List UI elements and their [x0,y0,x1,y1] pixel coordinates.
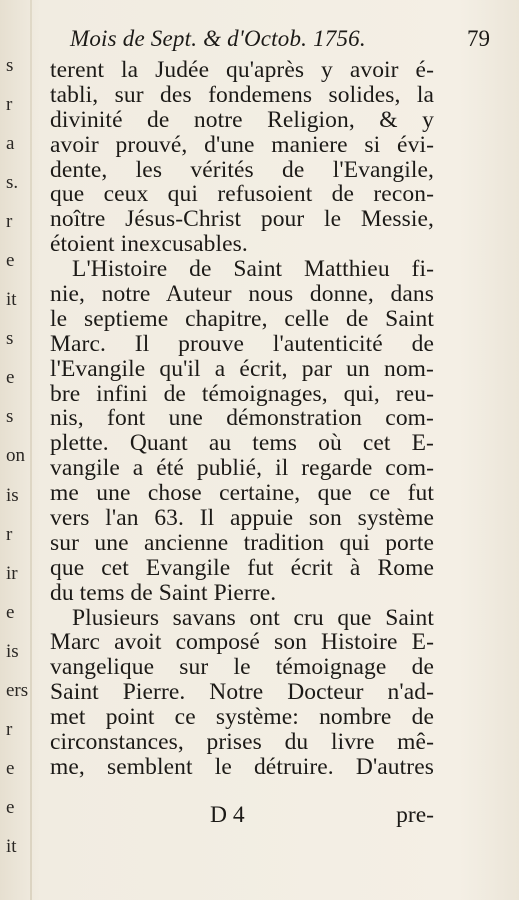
text-line: nie, notre Auteur nous donne, dans [50,281,434,308]
margin-bleed-char: e [6,758,15,779]
margin-bleed-char: ers [6,680,29,701]
text-line: nis, font une démonstration com- [50,405,434,432]
catchword: pre- [396,802,434,828]
margin-bleed-char: it [6,289,17,310]
text-line: me une chose certaine, que ce fut [50,480,434,507]
signature-mark: D 4 [210,802,245,828]
text-line: bre infini de témoignages, qui, reu- [50,380,434,407]
text-line: dente, les vérités de l'Evangile, [50,156,434,183]
margin-bleed-char: r [6,719,13,740]
margin-bleed-char: r [6,94,13,115]
text-line: terent la Judée qu'après y avoir é- [50,57,434,83]
text-line: que ceux qui refusoient de recon- [50,181,434,208]
text-line: Saint Pierre. Notre Docteur n'ad- [50,679,434,706]
text-line: sur une ancienne tradition qui porte [50,529,434,556]
margin-bleed-char: s [6,328,14,349]
margin-bleed-char: s. [6,172,19,193]
margin-bleed-char: it [6,836,17,857]
page-header [70,26,490,56]
text-line: me, semblent le détruire. D'autres [50,753,434,780]
margin-bleed-char: e [6,797,15,818]
text-line: Marc avoit composé son Histoire E- [50,629,434,656]
paragraph [50,58,434,257]
text-line: Marc. Il prouve l'autenticité de [50,330,434,357]
text-line: du tems de Saint Pierre. [50,579,277,606]
text-line: met point ce système: nombre de [50,704,434,731]
text-line: tabli, sur des fondemens solides, la [50,81,434,108]
page-number: 79 [467,26,490,51]
margin-bleed-char: r [6,211,13,232]
text-line: vers l'an 63. Il appuie son système [50,505,434,532]
running-title: Mois de Sept. & d'Octob. 1756. [70,26,366,51]
margin-bleed-char: is [6,641,19,662]
margin-bleed-char: r [6,524,13,545]
text-line: plette. Quant au tems où cet E- [50,430,434,457]
text-line: que cet Evangile fut écrit à Rome [50,554,434,581]
page-footer [50,802,434,832]
text-line: noître Jésus-Christ pour le Messie, [50,206,434,233]
text-line: vangile a été publié, il regarde com- [50,455,434,482]
margin-bleed-char: is [6,485,19,506]
paragraph [50,257,434,605]
text-line: circonstances, prises du livre mê- [50,729,434,756]
margin-bleed-char: a [6,133,15,154]
text-line: avoir prouvé, d'une maniere si évi- [50,131,434,158]
margin-bleed-char: s [6,406,14,427]
paragraph [50,606,434,780]
gutter-shadow [30,0,32,900]
text-line: Plusieurs savans ont cru que Saint [72,604,434,631]
margin-bleed-char: e [6,367,15,388]
facing-page-bleed [0,50,28,870]
margin-bleed-char: on [6,445,25,466]
margin-bleed-char: ir [6,563,18,584]
text-line: l'Evangile qu'il a écrit, par un nom- [50,355,434,382]
text-line: étoient inexcusables. [50,231,248,258]
text-line: L'Histoire de Saint Matthieu fi- [72,256,434,283]
text-line: le septieme chapitre, celle de Saint [50,305,434,332]
margin-bleed-char: e [6,250,15,271]
margin-bleed-char: s [6,55,14,76]
margin-bleed-char: e [6,602,15,623]
text-line: divinité de notre Religion, & y [50,106,434,133]
text-line: vangelique sur le témoignage de [50,654,434,681]
body-text [50,58,434,780]
